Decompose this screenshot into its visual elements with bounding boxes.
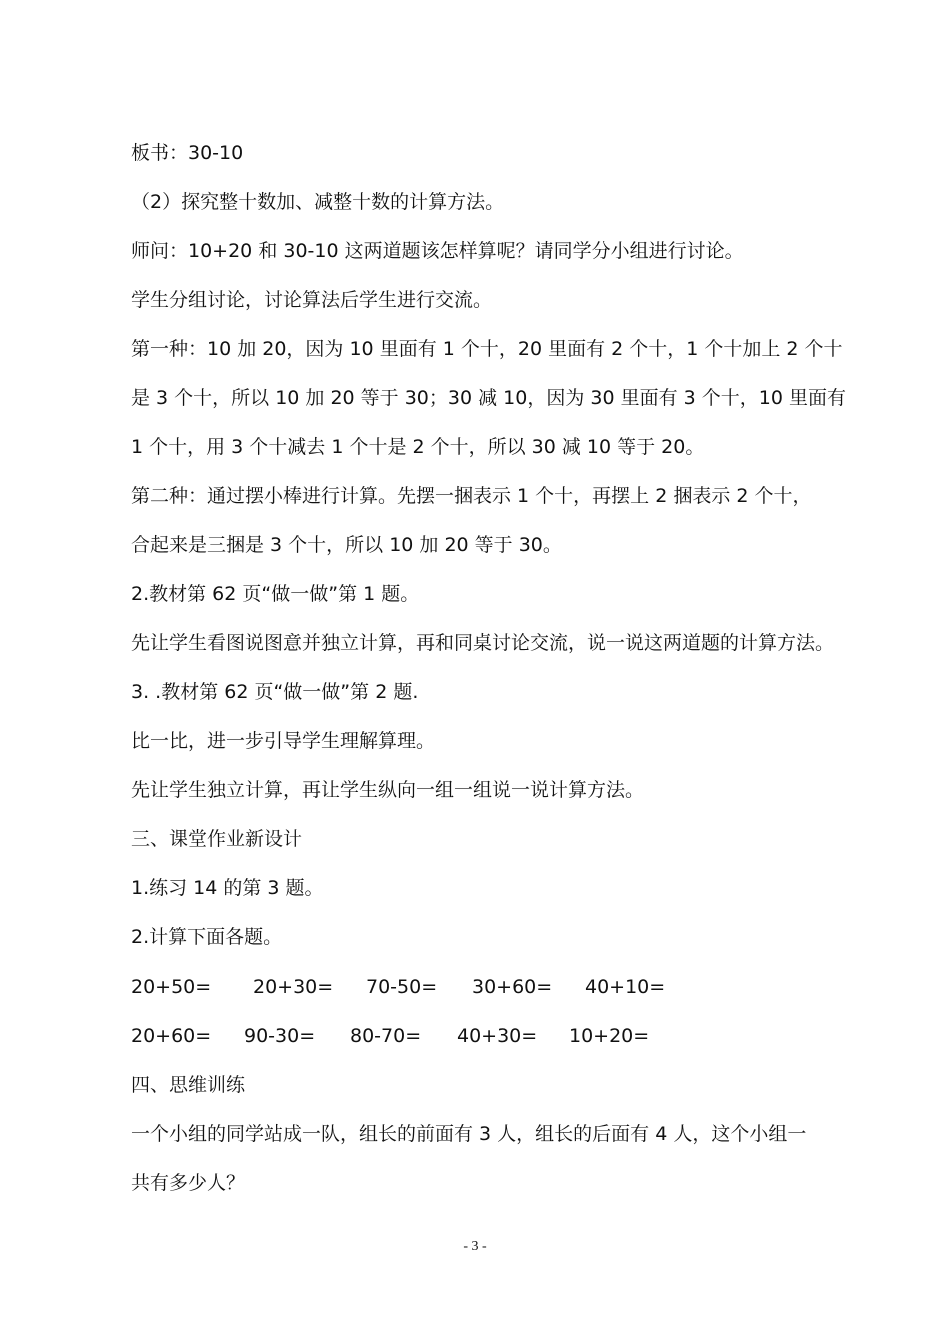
method-two-line-2: 合起来是三捆是 3 个十，所以 10 加 20 等于 30。 (131, 534, 562, 556)
section-3-title: 三、课堂作业新设计 (131, 828, 303, 850)
group-discussion-line: 学生分组讨论，讨论算法后学生进行交流。 (131, 289, 493, 311)
method-one-line-1: 第一种：10 加 20，因为 10 里面有 1 个十，20 里面有 2 个十，1 个十加上 2 个十 (131, 338, 843, 360)
equation: 80-70= (350, 1025, 422, 1047)
equation: 40+10= (585, 976, 666, 998)
thinking-problem-line-2: 共有多少人？ (131, 1172, 246, 1194)
equation: 70-50= (366, 976, 438, 998)
equation: 20+30= (253, 976, 334, 998)
equation: 20+60= (131, 1025, 212, 1047)
homework-item-1: 1.练习 14 的第 3 题。 (131, 877, 324, 899)
exercise-2-heading: 2.教材第 62 页“做一做”第 1 题。 (131, 583, 420, 605)
page-number: - 3 - (463, 1239, 487, 1254)
equation: 30+60= (472, 976, 553, 998)
compare-line: 比一比，进一步引导学生理解算理。 (131, 730, 436, 752)
homework-item-2: 2.计算下面各题。 (131, 926, 283, 948)
equation: 10+20= (569, 1025, 650, 1047)
exercise-3-instruction: 先让学生独立计算，再让学生纵向一组一组说一说计算方法。 (131, 779, 645, 801)
teacher-question-line: 师问：10+20 和 30-10 这两道题该怎样算呢？请同学分小组进行讨论。 (131, 240, 744, 262)
exercise-3-heading: 3. .教材第 62 页“做一做”第 2 题. (131, 681, 419, 703)
subsection-heading: （2）探究整十数加、减整十数的计算方法。 (131, 191, 505, 213)
method-one-line-2: 是 3 个十，所以 10 加 20 等于 30；30 减 10，因为 30 里面有 3 个十，10 里面有 (131, 387, 846, 409)
method-one-line-3: 1 个十，用 3 个十减去 1 个十是 2 个十，所以 30 减 10 等于 20。 (131, 436, 705, 458)
thinking-problem-line-1: 一个小组的同学站成一队，组长的前面有 3 人，组长的后面有 4 人，这个小组一 (131, 1123, 807, 1145)
board-writing-line: 板书：30-10 (131, 142, 244, 164)
exercise-2-instruction: 先让学生看图说图意并独立计算，再和同桌讨论交流，说一说这两道题的计算方法。 (131, 632, 835, 654)
method-two-line-1: 第二种：通过摆小棒进行计算。先摆一捆表示 1 个十，再摆上 2 捆表示 2 个十， (131, 485, 812, 507)
equation: 20+50= (131, 976, 212, 998)
equation: 90-30= (244, 1025, 316, 1047)
equation: 40+30= (457, 1025, 538, 1047)
section-4-title: 四、思维训练 (131, 1074, 246, 1096)
